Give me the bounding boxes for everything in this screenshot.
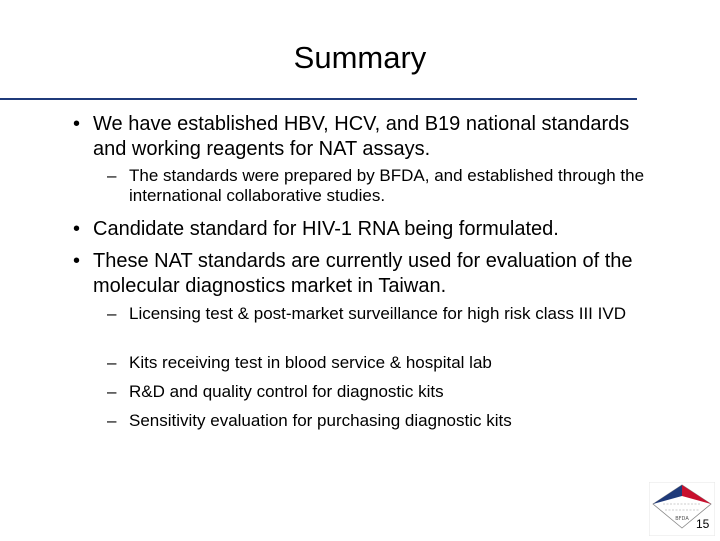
page-number: 15 xyxy=(696,517,710,531)
bullet-established-standards xyxy=(73,112,653,162)
sub-bullet-marker: – xyxy=(107,411,117,430)
title-divider xyxy=(0,98,637,100)
bullet-nat-usage xyxy=(73,249,693,299)
sub-bullet-marker: – xyxy=(107,166,117,185)
bullet-text: We have established HBV, HCV, and B19 national standards and working reagents for NAT assays. xyxy=(93,113,630,160)
logo-text: BFDA xyxy=(675,516,689,522)
sub-bullet-rnd xyxy=(107,382,689,402)
sub-bullet-text: Sensitivity evaluation for purchasing diagnostic kits xyxy=(129,411,512,430)
sub-bullet-marker: – xyxy=(107,353,117,372)
bullet-text: These NAT standards are currently used for evaluation of the molecular diagnostics market in Taiwan. xyxy=(93,250,633,297)
sub-bullet-text: Licensing test & post-market surveillance for high risk class III IVD xyxy=(129,304,626,323)
bullet-marker: • xyxy=(73,113,81,135)
bullet-text: Candidate standard for HIV-1 RNA being formulated. xyxy=(93,218,559,240)
sub-bullet-text: The standards were prepared by BFDA, and established through the international collaborative studies. xyxy=(129,166,645,205)
sub-bullet-marker: – xyxy=(107,304,117,323)
sub-bullet-text: Kits receiving test in blood service & hospital lab xyxy=(129,353,492,372)
sub-bullet-sensitivity xyxy=(107,411,689,431)
bullet-marker: • xyxy=(73,250,81,272)
sub-bullet-bfda xyxy=(107,166,659,206)
sub-bullet-marker: – xyxy=(107,382,117,401)
bullet-hiv-candidate xyxy=(73,217,693,242)
slide-title: Summary xyxy=(293,40,427,75)
sub-bullet-text: R&D and quality control for diagnostic kits xyxy=(129,382,444,401)
sub-bullet-licensing xyxy=(107,304,689,324)
sub-bullet-kits-receiving xyxy=(107,353,689,373)
bullet-marker: • xyxy=(73,218,81,240)
